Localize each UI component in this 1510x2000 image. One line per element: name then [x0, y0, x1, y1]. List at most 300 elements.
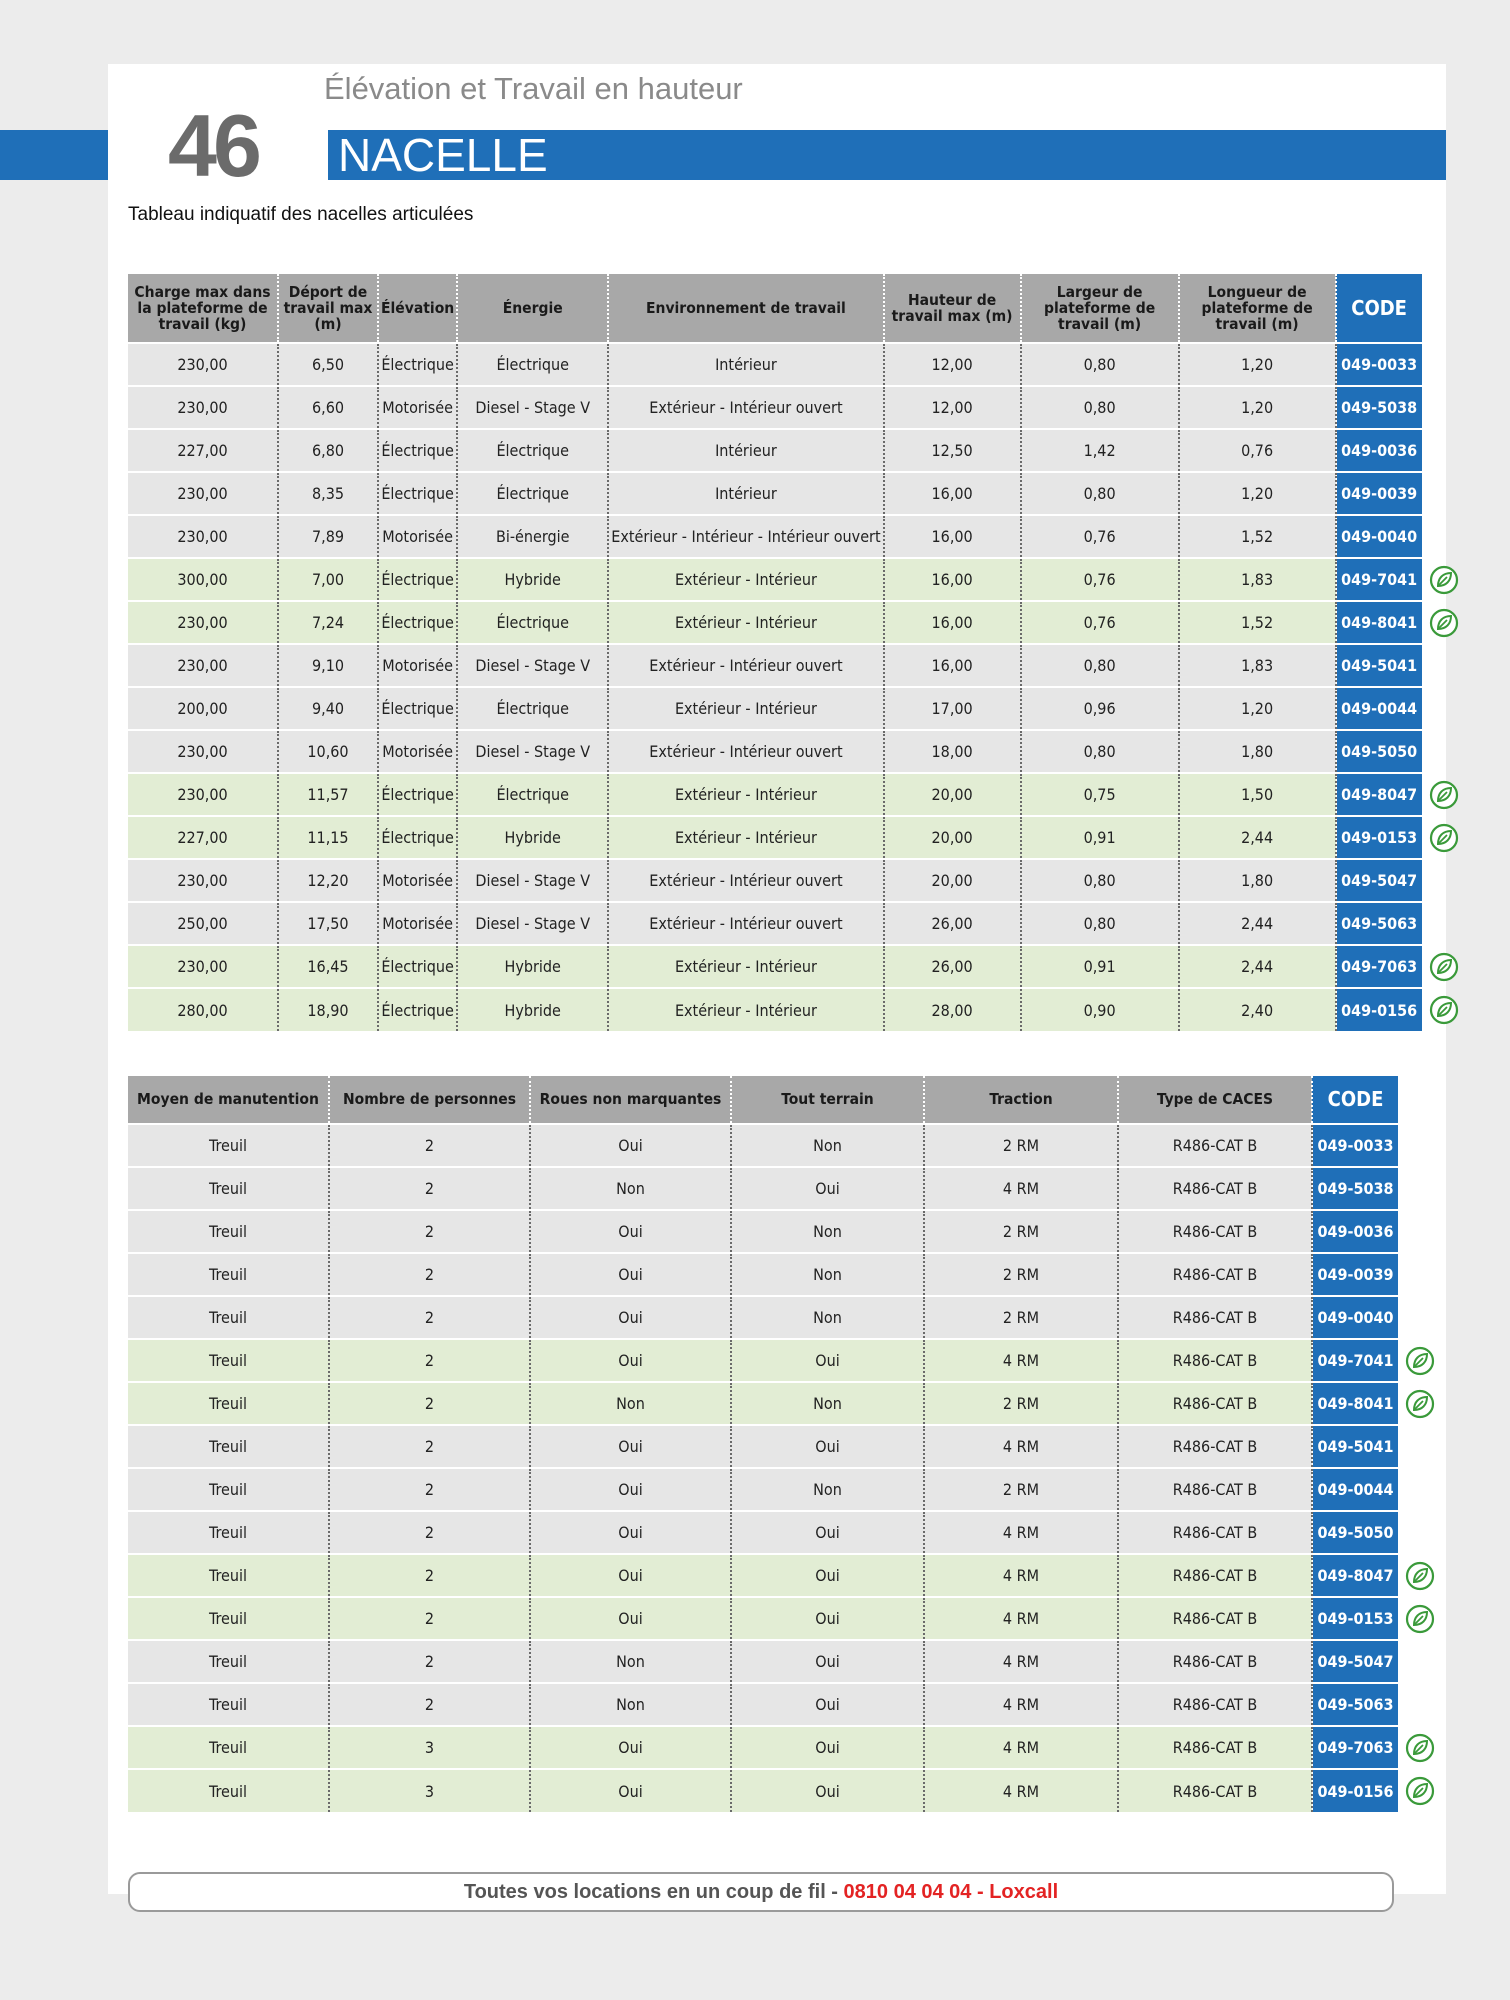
- cell-longueur: 1,50: [1179, 773, 1336, 816]
- cell-code: 049-5050: [1312, 1511, 1398, 1554]
- cell-energie: Électrique: [457, 687, 608, 730]
- footer-brand: Loxcall: [989, 1881, 1059, 1903]
- table-row: [128, 644, 1422, 687]
- cell-environnement: Extérieur - Intérieur: [608, 816, 883, 859]
- cell-moyen-manutention: Treuil: [128, 1296, 329, 1339]
- cell-code: 049-0033: [1336, 343, 1422, 386]
- cell-hauteur: 16,00: [884, 515, 1021, 558]
- cell-moyen-manutention: Treuil: [128, 1683, 329, 1726]
- cell-longueur: 1,20: [1179, 687, 1336, 730]
- eco-leaf-icon: [1405, 1561, 1435, 1591]
- cell-tout-terrain: Non: [731, 1124, 924, 1167]
- header-code: CODE: [1312, 1076, 1398, 1124]
- cell-longueur: 1,20: [1179, 472, 1336, 515]
- cell-code: 049-5063: [1336, 902, 1422, 945]
- header-energie: Énergie: [457, 274, 608, 343]
- cell-moyen-manutention: Treuil: [128, 1253, 329, 1296]
- cell-longueur: 1,52: [1179, 515, 1336, 558]
- cell-roues: Non: [530, 1640, 731, 1683]
- cell-nombre-personnes: 2: [329, 1683, 530, 1726]
- cell-energie: Électrique: [457, 343, 608, 386]
- cell-traction: 2 RM: [924, 1124, 1118, 1167]
- table-row: [128, 1425, 1398, 1468]
- cell-elevation: Électrique: [378, 601, 457, 644]
- cell-hauteur: 16,00: [884, 558, 1021, 601]
- cell-hauteur: 20,00: [884, 816, 1021, 859]
- cell-moyen-manutention: Treuil: [128, 1339, 329, 1382]
- table-row: [128, 773, 1422, 816]
- cell-nombre-personnes: 2: [329, 1511, 530, 1554]
- section-title: NACELLE: [324, 130, 1446, 180]
- header-tout-terrain: Tout terrain: [731, 1076, 924, 1124]
- cell-roues: Oui: [530, 1296, 731, 1339]
- cell-code: 049-7063: [1336, 945, 1422, 988]
- cell-tout-terrain: Non: [731, 1253, 924, 1296]
- cell-traction: 2 RM: [924, 1468, 1118, 1511]
- cell-longueur: 1,80: [1179, 730, 1336, 773]
- cell-energie: Électrique: [457, 601, 608, 644]
- cell-environnement: Intérieur: [608, 343, 883, 386]
- header-charge-max: Charge max dans la plateforme de travail (kg): [128, 274, 278, 343]
- cell-tout-terrain: Oui: [731, 1167, 924, 1210]
- table-row: [128, 730, 1422, 773]
- cell-code: 049-0044: [1312, 1468, 1398, 1511]
- header-moyen-manutention: Moyen de manutention: [128, 1076, 329, 1124]
- cell-nombre-personnes: 2: [329, 1253, 530, 1296]
- eco-leaf-icon: [1405, 1389, 1435, 1419]
- cell-energie: Électrique: [457, 773, 608, 816]
- header-code: CODE: [1336, 274, 1422, 343]
- cell-type-caces: R486-CAT B: [1118, 1167, 1312, 1210]
- cell-energie: Hybride: [457, 945, 608, 988]
- cell-tout-terrain: Non: [731, 1296, 924, 1339]
- cell-hauteur: 28,00: [884, 988, 1021, 1031]
- cell-hauteur: 12,50: [884, 429, 1021, 472]
- cell-moyen-manutention: Treuil: [128, 1124, 329, 1167]
- cell-type-caces: R486-CAT B: [1118, 1124, 1312, 1167]
- cell-code: 049-0156: [1312, 1769, 1398, 1812]
- cell-largeur: 1,42: [1021, 429, 1179, 472]
- cell-code: 049-0040: [1336, 515, 1422, 558]
- cell-traction: 4 RM: [924, 1597, 1118, 1640]
- cell-nombre-personnes: 2: [329, 1640, 530, 1683]
- cell-nombre-personnes: 2: [329, 1167, 530, 1210]
- cell-tout-terrain: Oui: [731, 1339, 924, 1382]
- cell-tout-terrain: Oui: [731, 1511, 924, 1554]
- cell-energie: Hybride: [457, 988, 608, 1031]
- cell-hauteur: 18,00: [884, 730, 1021, 773]
- left-accent-bar: [0, 130, 108, 180]
- eco-leaf-icon: [1405, 1776, 1435, 1806]
- cell-energie: Bi-énergie: [457, 515, 608, 558]
- table-row: [128, 1640, 1398, 1683]
- cell-environnement: Extérieur - Intérieur: [608, 945, 883, 988]
- cell-type-caces: R486-CAT B: [1118, 1339, 1312, 1382]
- cell-longueur: 1,83: [1179, 558, 1336, 601]
- cell-largeur: 0,80: [1021, 859, 1179, 902]
- cell-tout-terrain: Oui: [731, 1597, 924, 1640]
- cell-code: 049-5047: [1312, 1640, 1398, 1683]
- cell-hauteur: 16,00: [884, 644, 1021, 687]
- table-row: [128, 558, 1422, 601]
- cell-energie: Électrique: [457, 472, 608, 515]
- cell-code: 049-5038: [1312, 1167, 1398, 1210]
- cell-elevation: Électrique: [378, 429, 457, 472]
- cell-deport: 10,60: [278, 730, 378, 773]
- cell-charge-max: 250,00: [128, 902, 278, 945]
- table-row: [128, 988, 1422, 1031]
- cell-energie: Hybride: [457, 558, 608, 601]
- cell-code: 049-8041: [1336, 601, 1422, 644]
- cell-longueur: 1,80: [1179, 859, 1336, 902]
- cell-roues: Non: [530, 1167, 731, 1210]
- cell-traction: 4 RM: [924, 1769, 1118, 1812]
- header-elevation: Élévation: [378, 274, 457, 343]
- cell-roues: Oui: [530, 1124, 731, 1167]
- table-row: [128, 472, 1422, 515]
- cell-hauteur: 16,00: [884, 472, 1021, 515]
- cell-code: 049-8041: [1312, 1382, 1398, 1425]
- cell-environnement: Extérieur - Intérieur: [608, 988, 883, 1031]
- cell-code: 049-0036: [1336, 429, 1422, 472]
- cell-charge-max: 230,00: [128, 343, 278, 386]
- footer-phone[interactable]: 0810 04 04 04: [843, 1881, 972, 1903]
- cell-code: 049-0033: [1312, 1124, 1398, 1167]
- cell-hauteur: 12,00: [884, 343, 1021, 386]
- cell-hauteur: 26,00: [884, 945, 1021, 988]
- cell-code: 049-5047: [1336, 859, 1422, 902]
- cell-roues: Oui: [530, 1425, 731, 1468]
- cell-largeur: 0,80: [1021, 343, 1179, 386]
- cell-roues: Oui: [530, 1511, 731, 1554]
- cell-largeur: 0,91: [1021, 816, 1179, 859]
- cell-tout-terrain: Oui: [731, 1726, 924, 1769]
- table-row: [128, 1726, 1398, 1769]
- cell-energie: Hybride: [457, 816, 608, 859]
- cell-tout-terrain: Oui: [731, 1769, 924, 1812]
- cell-nombre-personnes: 2: [329, 1425, 530, 1468]
- cell-type-caces: R486-CAT B: [1118, 1468, 1312, 1511]
- cell-largeur: 0,80: [1021, 644, 1179, 687]
- table-row: [128, 1253, 1398, 1296]
- cell-longueur: 2,44: [1179, 945, 1336, 988]
- cell-roues: Oui: [530, 1769, 731, 1812]
- header-largeur: Largeur de plateforme de travail (m): [1021, 274, 1179, 343]
- table-row: [128, 902, 1422, 945]
- cell-type-caces: R486-CAT B: [1118, 1425, 1312, 1468]
- cell-type-caces: R486-CAT B: [1118, 1597, 1312, 1640]
- table-row: [128, 1468, 1398, 1511]
- table-row: [128, 1339, 1398, 1382]
- cell-type-caces: R486-CAT B: [1118, 1640, 1312, 1683]
- cell-deport: 12,20: [278, 859, 378, 902]
- table-row: [128, 343, 1422, 386]
- table-row: [128, 687, 1422, 730]
- cell-charge-max: 227,00: [128, 816, 278, 859]
- cell-elevation: Motorisée: [378, 386, 457, 429]
- header-hauteur: Hauteur de travail max (m): [884, 274, 1021, 343]
- cell-nombre-personnes: 2: [329, 1554, 530, 1597]
- cell-traction: 4 RM: [924, 1167, 1118, 1210]
- cell-charge-max: 230,00: [128, 515, 278, 558]
- cell-energie: Électrique: [457, 429, 608, 472]
- cell-roues: Non: [530, 1382, 731, 1425]
- page-number: 46: [168, 96, 258, 195]
- eco-leaf-icon: [1405, 1733, 1435, 1763]
- cell-code: 049-0039: [1336, 472, 1422, 515]
- cell-longueur: 1,20: [1179, 343, 1336, 386]
- cell-tout-terrain: Oui: [731, 1554, 924, 1597]
- header-roues: Roues non marquantes: [530, 1076, 731, 1124]
- cell-deport: 7,89: [278, 515, 378, 558]
- cell-energie: Diesel - Stage V: [457, 859, 608, 902]
- cell-deport: 9,40: [278, 687, 378, 730]
- header-traction: Traction: [924, 1076, 1118, 1124]
- cell-charge-max: 200,00: [128, 687, 278, 730]
- cell-deport: 18,90: [278, 988, 378, 1031]
- header-environnement: Environnement de travail: [608, 274, 883, 343]
- cell-deport: 7,24: [278, 601, 378, 644]
- cell-largeur: 0,76: [1021, 601, 1179, 644]
- cell-environnement: Extérieur - Intérieur ouvert: [608, 386, 883, 429]
- cell-charge-max: 230,00: [128, 773, 278, 816]
- cell-nombre-personnes: 2: [329, 1339, 530, 1382]
- cell-elevation: Électrique: [378, 687, 457, 730]
- cell-traction: 4 RM: [924, 1726, 1118, 1769]
- cell-code: 049-5063: [1312, 1683, 1398, 1726]
- cell-traction: 4 RM: [924, 1511, 1118, 1554]
- cell-elevation: Électrique: [378, 343, 457, 386]
- cell-elevation: Électrique: [378, 558, 457, 601]
- cell-moyen-manutention: Treuil: [128, 1726, 329, 1769]
- cell-deport: 6,80: [278, 429, 378, 472]
- cell-charge-max: 280,00: [128, 988, 278, 1031]
- cell-elevation: Motorisée: [378, 644, 457, 687]
- eco-leaf-icon: [1405, 1604, 1435, 1634]
- cell-deport: 11,15: [278, 816, 378, 859]
- cell-energie: Diesel - Stage V: [457, 730, 608, 773]
- cell-traction: 2 RM: [924, 1296, 1118, 1339]
- cell-tout-terrain: Oui: [731, 1425, 924, 1468]
- cell-longueur: 1,20: [1179, 386, 1336, 429]
- cell-type-caces: R486-CAT B: [1118, 1726, 1312, 1769]
- cell-largeur: 0,80: [1021, 730, 1179, 773]
- cell-deport: 7,00: [278, 558, 378, 601]
- cell-environnement: Extérieur - Intérieur ouvert: [608, 730, 883, 773]
- cell-moyen-manutention: Treuil: [128, 1597, 329, 1640]
- cell-nombre-personnes: 2: [329, 1210, 530, 1253]
- cell-traction: 4 RM: [924, 1425, 1118, 1468]
- cell-largeur: 0,91: [1021, 945, 1179, 988]
- cell-nombre-personnes: 2: [329, 1124, 530, 1167]
- cell-tout-terrain: Non: [731, 1210, 924, 1253]
- header-type-caces: Type de CACES: [1118, 1076, 1312, 1124]
- cell-largeur: 0,75: [1021, 773, 1179, 816]
- cell-hauteur: 16,00: [884, 601, 1021, 644]
- eco-leaf-icon: [1429, 608, 1459, 638]
- cell-deport: 6,50: [278, 343, 378, 386]
- eco-leaf-icon: [1429, 780, 1459, 810]
- cell-deport: 17,50: [278, 902, 378, 945]
- cell-hauteur: 20,00: [884, 859, 1021, 902]
- cell-elevation: Électrique: [378, 773, 457, 816]
- cell-roues: Non: [530, 1683, 731, 1726]
- cell-environnement: Intérieur: [608, 472, 883, 515]
- cell-moyen-manutention: Treuil: [128, 1511, 329, 1554]
- cell-traction: 4 RM: [924, 1554, 1118, 1597]
- cell-roues: Oui: [530, 1210, 731, 1253]
- cell-elevation: Électrique: [378, 988, 457, 1031]
- cell-longueur: 2,44: [1179, 816, 1336, 859]
- cell-roues: Oui: [530, 1339, 731, 1382]
- cell-energie: Diesel - Stage V: [457, 902, 608, 945]
- cell-code: 049-0153: [1312, 1597, 1398, 1640]
- cell-roues: Oui: [530, 1726, 731, 1769]
- catalog-page: [108, 64, 1446, 1903]
- cell-traction: 2 RM: [924, 1210, 1118, 1253]
- cell-longueur: 2,40: [1179, 988, 1336, 1031]
- cell-longueur: 1,83: [1179, 644, 1336, 687]
- table-row: [128, 386, 1422, 429]
- cell-elevation: Motorisée: [378, 902, 457, 945]
- cell-hauteur: 17,00: [884, 687, 1021, 730]
- cell-nombre-personnes: 3: [329, 1726, 530, 1769]
- specs-table: [128, 274, 1422, 1031]
- table-header-row: [128, 1076, 1398, 1124]
- cell-hauteur: 20,00: [884, 773, 1021, 816]
- eco-leaf-icon: [1429, 823, 1459, 853]
- table-header-row: [128, 274, 1422, 343]
- cell-elevation: Motorisée: [378, 730, 457, 773]
- cell-traction: 4 RM: [924, 1683, 1118, 1726]
- cell-type-caces: R486-CAT B: [1118, 1210, 1312, 1253]
- cell-roues: Oui: [530, 1253, 731, 1296]
- table-row: [128, 1167, 1398, 1210]
- table-row: [128, 1683, 1398, 1726]
- cell-deport: 11,57: [278, 773, 378, 816]
- cell-environnement: Extérieur - Intérieur: [608, 687, 883, 730]
- cell-type-caces: R486-CAT B: [1118, 1683, 1312, 1726]
- table-row: [128, 859, 1422, 902]
- cell-code: 049-7063: [1312, 1726, 1398, 1769]
- table-row: [128, 1296, 1398, 1339]
- cell-moyen-manutention: Treuil: [128, 1425, 329, 1468]
- cell-code: 049-8047: [1312, 1554, 1398, 1597]
- eco-leaf-icon: [1405, 1346, 1435, 1376]
- table-row: [128, 816, 1422, 859]
- cell-moyen-manutention: Treuil: [128, 1382, 329, 1425]
- cell-type-caces: R486-CAT B: [1118, 1253, 1312, 1296]
- cell-largeur: 0,80: [1021, 902, 1179, 945]
- table-row: [128, 515, 1422, 558]
- cell-moyen-manutention: Treuil: [128, 1769, 329, 1812]
- footer-text: Toutes vos locations en un coup de fil -: [463, 1881, 844, 1903]
- equipment-table: [128, 1076, 1398, 1812]
- cell-nombre-personnes: 2: [329, 1382, 530, 1425]
- cell-charge-max: 230,00: [128, 859, 278, 902]
- cell-largeur: 0,76: [1021, 558, 1179, 601]
- cell-deport: 9,10: [278, 644, 378, 687]
- eco-leaf-icon: [1429, 995, 1459, 1025]
- cell-nombre-personnes: 2: [329, 1296, 530, 1339]
- cell-elevation: Motorisée: [378, 859, 457, 902]
- cell-code: 049-0040: [1312, 1296, 1398, 1339]
- cell-code: 049-7041: [1336, 558, 1422, 601]
- cell-deport: 16,45: [278, 945, 378, 988]
- cell-charge-max: 230,00: [128, 730, 278, 773]
- cell-hauteur: 26,00: [884, 902, 1021, 945]
- cell-moyen-manutention: Treuil: [128, 1554, 329, 1597]
- cell-elevation: Électrique: [378, 472, 457, 515]
- table-row: [128, 1597, 1398, 1640]
- cell-code: 049-0039: [1312, 1253, 1398, 1296]
- cell-tout-terrain: Oui: [731, 1683, 924, 1726]
- cell-deport: 6,60: [278, 386, 378, 429]
- header-longueur: Longueur de plateforme de travail (m): [1179, 274, 1336, 343]
- cell-nombre-personnes: 2: [329, 1468, 530, 1511]
- cell-code: 049-0156: [1336, 988, 1422, 1031]
- cell-code: 049-0153: [1336, 816, 1422, 859]
- cell-charge-max: 230,00: [128, 472, 278, 515]
- cell-code: 049-0036: [1312, 1210, 1398, 1253]
- cell-largeur: 0,96: [1021, 687, 1179, 730]
- table-row: [128, 1210, 1398, 1253]
- cell-charge-max: 230,00: [128, 386, 278, 429]
- table-caption: Tableau indiquatif des nacelles articulées: [128, 204, 474, 225]
- table-row: [128, 1382, 1398, 1425]
- cell-charge-max: 227,00: [128, 429, 278, 472]
- eco-leaf-icon: [1429, 565, 1459, 595]
- cell-traction: 4 RM: [924, 1339, 1118, 1382]
- cell-type-caces: R486-CAT B: [1118, 1511, 1312, 1554]
- cell-largeur: 0,80: [1021, 472, 1179, 515]
- table-row: [128, 429, 1422, 472]
- cell-traction: 2 RM: [924, 1382, 1118, 1425]
- cell-roues: Oui: [530, 1554, 731, 1597]
- cell-environnement: Extérieur - Intérieur: [608, 601, 883, 644]
- cell-traction: 4 RM: [924, 1640, 1118, 1683]
- table-row: [128, 601, 1422, 644]
- cell-elevation: Électrique: [378, 945, 457, 988]
- cell-elevation: Motorisée: [378, 515, 457, 558]
- cell-type-caces: R486-CAT B: [1118, 1382, 1312, 1425]
- table-row: [128, 1769, 1398, 1812]
- cell-moyen-manutention: Treuil: [128, 1210, 329, 1253]
- cell-charge-max: 230,00: [128, 644, 278, 687]
- cell-tout-terrain: Non: [731, 1468, 924, 1511]
- cell-moyen-manutention: Treuil: [128, 1640, 329, 1683]
- cell-code: 049-0044: [1336, 687, 1422, 730]
- footer-banner: [128, 1872, 1394, 1912]
- table-row: [128, 945, 1422, 988]
- cell-code: 049-5041: [1312, 1425, 1398, 1468]
- cell-nombre-personnes: 2: [329, 1597, 530, 1640]
- cell-environnement: Extérieur - Intérieur - Intérieur ouvert: [608, 515, 883, 558]
- cell-largeur: 0,76: [1021, 515, 1179, 558]
- eco-leaf-icon: [1429, 952, 1459, 982]
- cell-environnement: Intérieur: [608, 429, 883, 472]
- cell-energie: Diesel - Stage V: [457, 386, 608, 429]
- cell-roues: Oui: [530, 1597, 731, 1640]
- cell-charge-max: 300,00: [128, 558, 278, 601]
- cell-type-caces: R486-CAT B: [1118, 1554, 1312, 1597]
- cell-longueur: 2,44: [1179, 902, 1336, 945]
- cell-code: 049-5041: [1336, 644, 1422, 687]
- cell-longueur: 0,76: [1179, 429, 1336, 472]
- cell-code: 049-7041: [1312, 1339, 1398, 1382]
- cell-largeur: 0,90: [1021, 988, 1179, 1031]
- cell-environnement: Extérieur - Intérieur ouvert: [608, 644, 883, 687]
